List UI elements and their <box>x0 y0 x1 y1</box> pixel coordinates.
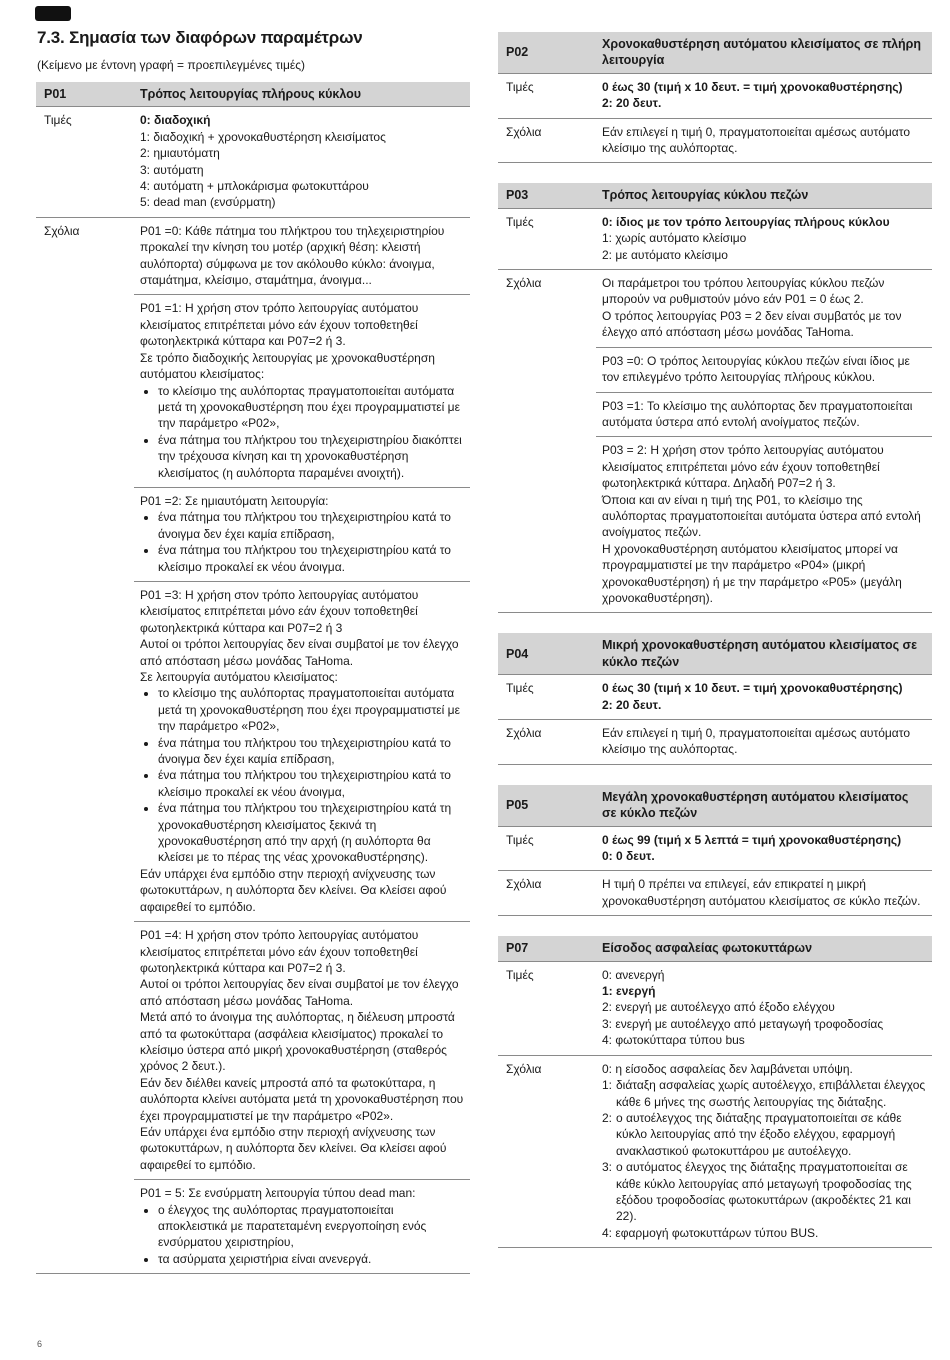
bullet-item: • το κλείσιμο της αυλόπορτας πραγματοποιείται αυτόματα μετά τη χρονοκαθυστέρηση που έχει προγραμματιστεί με την παράμετρο «P02», <box>158 685 464 734</box>
note-p03-0: P03 =0: Ο τρόπος λειτουργίας κύκλου πεζών είναι ίδιος με τον επιλεγμένο τρόπο λειτουργίας πλήρους κύκλου. <box>596 347 932 392</box>
bullet-item: • τα ασύρματα χειριστήρια είναι ανενεργά. <box>158 1251 464 1267</box>
values-row <box>498 209 932 270</box>
values-row <box>498 675 932 720</box>
param-code: P01 <box>44 87 67 101</box>
section-subtitle: (Κείμενο με έντονη γραφή = προεπιλεγμένες τιμές) <box>37 58 305 72</box>
note-number: 3: <box>602 1160 613 1175</box>
param-title: Μεγάλη χρονοκαθυστέρηση αυτόματου κλεισίματος σε κύκλο πεζών <box>602 789 909 821</box>
note-number: 1: <box>602 1078 613 1093</box>
notes-label: Σχόλια <box>506 726 542 740</box>
note-number: 2: <box>602 1110 613 1125</box>
bullet-item: • ένα πάτημα του πλήκτρου του τηλεχειριστηρίου διακόπτει την τρέχουσα κίνηση και τη χρονοκαθυστέρηση κλεισίματος (η αυλόπορτα παραμένει ανοιχτή). <box>158 432 464 481</box>
note-p01-4: P01 =4: Η χρήση στον τρόπο λειτουργίας αυτόματου κλεισίματος επιτρέπεται μόνο εάν έχουν τοποθετηθεί φωτοηλεκτρικά κύτταρα και P07=2 ή 3. Αυτοί οι τρόποι λειτουργίας δεν είναι συμβατοί με τον έλεγχο από απόσταση μέσω μονάδας TaHoma. Μετά από το άνοιγμα της αυλόπορτας, η διέλευση μπροστά από τα φωτοκύτταρα (ασφάλεια κλεισίματος) προκαλεί το κλείσιμο ύστερα από μικρή χρονοκαθυστέρηση (σταθερός χρόνος 2 δευτ.). Εάν δεν διέλθει κανείς μπροστά από τα φωτοκύτταρα, η αυλόπορτα κλείνει αυτόματα μετά τη χρονοκαθυστέρηση που έχει προγραμματιστεί με την παράμετρο «P02». Εάν υπάρχει ένα εμπόδιο στην περιοχή ανίχνευσης των φωτοκυττάρων, η αυλόπορτα δεν κλείνει. Θα κλείσει αφού αφαιρεθεί το εμπόδιο. <box>134 921 470 1179</box>
parameter-table-p03 <box>498 183 932 613</box>
value-option: 0: ανενεργή <box>602 967 665 982</box>
notes-row <box>498 871 932 916</box>
values-label: Τιμές <box>506 681 534 696</box>
bullet-item: • ένα πάτημα του πλήκτρου του τηλεχειριστηρίου κατά το άνοιγμα δεν έχει καμία επίδραση, <box>158 735 464 768</box>
values-range: 0 έως 30 (τιμή x 10 δευτ. = τιμή χρονοκαθυστέρησης) <box>602 79 903 94</box>
value-option: 4: φωτοκύτταρα τύπου bus <box>602 1033 745 1048</box>
notes-row <box>498 270 932 613</box>
values-row <box>498 74 932 119</box>
chapter-tab-marker <box>35 6 71 21</box>
note-text: Η τιμή 0 πρέπει να επιλεγεί, εάν επικρατεί η μικρή χρονοκαθυστέρηση αυτόματου κλεισίματος σε κύκλο πεζών. <box>602 877 921 908</box>
note-p01-5 <box>134 1179 470 1273</box>
note-p03-1: P03 =1: Το κλείσιμο της αυλόπορτας δεν πραγματοποιείται αυτόματα ύστερα από εντολή ανοίγματος πεζών. <box>596 392 932 437</box>
param-code: P05 <box>506 798 529 813</box>
values-list <box>596 209 932 269</box>
value-option: 3: αυτόματη <box>140 162 204 177</box>
numbered-note <box>602 1110 926 1159</box>
values-list <box>134 107 470 216</box>
default-value: 2: 20 δευτ. <box>602 96 662 111</box>
parameter-table-p05 <box>498 785 932 916</box>
table-header <box>498 183 932 208</box>
notes-label: Σχόλια <box>506 276 542 291</box>
values-label: Τιμές <box>44 113 72 128</box>
notes-row <box>498 720 932 765</box>
values-row <box>498 827 932 872</box>
note-item: 0: η είσοδος ασφαλείας δεν λαμβάνεται υπόψη. <box>602 1061 853 1076</box>
parameter-table-p04 <box>498 633 932 764</box>
notes-row <box>498 1056 932 1248</box>
values-label: Τιμές <box>506 79 534 94</box>
param-code: P03 <box>506 188 529 203</box>
parameter-table-p01 <box>36 82 470 1274</box>
parameter-table-p07 <box>498 936 932 1248</box>
bullet-item: • ένα πάτημα του πλήκτρου του τηλεχειριστηρίου κατά τη χρονοκαθυστέρηση κλεισίματος ξεκινά τη χρονοκαθυστέρηση από την αρχή (η αυλόπορτα θα κλείσει με το πέρας της νέας χρονοκαθυστέρησης). <box>158 800 464 866</box>
values-list <box>596 962 932 1055</box>
notes-label: Σχόλια <box>506 124 542 139</box>
param-title: Μικρή χρονοκαθυστέρηση αυτόματου κλεισίματος σε κύκλο πεζών <box>602 638 918 669</box>
value-option: 3: ενεργή με αυτοέλεγχο από μεταγωγή τροφοδοσίας <box>602 1016 884 1031</box>
default-value: 0: 0 δευτ. <box>602 849 655 864</box>
bullet-item: • ένα πάτημα του πλήκτρου του τηλεχειριστηρίου κατά το κλείσιμο προκαλεί εκ νέου άνοιγμα. <box>158 542 464 575</box>
note-p03-intro: Οι παράμετροι του τρόπου λειτουργίας κύκλου πεζών μπορούν να ρυθμιστούν μόνο εάν P01 = 0 έως 2. Ο τρόπος λειτουργίας P03 = 2 δεν είναι συμβατός με τον έλεγχο από απόσταση μέσω μονάδας TaHoma. <box>602 276 902 340</box>
note-text: Εάν υπάρχει ένα εμπόδιο στην περιοχή ανίχνευσης των φωτοκυττάρων, η αυλόπορτα δεν κλείνει. Θα κλείσει αφού αφαιρεθεί το εμπόδιο. <box>140 866 447 914</box>
value-option: 1: διαδοχική + χρονοκαθυστέρηση κλεισίματος <box>140 129 386 144</box>
note-p01-3 <box>134 581 470 921</box>
note-p03-2: P03 = 2: Η χρήση στον τρόπο λειτουργίας αυτόματου κλεισίματος επιτρέπεται μόνο εάν έχουν τοποθετηθεί φωτοηλεκτρικά κύτταρα. Δηλαδή P07=2 ή 3. Όποια και αν είναι η τιμή της P01, το κλείσιμο της αυλόπορτας πραγματοποιείται αυτόματα ύστερα από εντολή ανοίγματος πεζών. Η χρονοκαθυστέρηση αυτόματου κλεισίματος μπορεί να προγραμματιστεί με την παράμετρο «P04» (μικρή χρονοκαθυστέρηση) ή με την παράμετρο «P05» (μεγάλη χρονοκαθυστέρηση). <box>596 436 932 612</box>
default-value: 2: 20 δευτ. <box>602 697 662 712</box>
numbered-note <box>602 1159 926 1225</box>
values-range: 0 έως 99 (τιμή x 5 λεπτά = τιμή χρονοκαθυστέρησης) <box>602 832 902 847</box>
bullet-item: • το κλείσιμο της αυλόπορτας πραγματοποιείται αυτόματα μετά τη χρονοκαθυστέρηση που έχει προγραμματιστεί με την παράμετρο «P02», <box>158 383 464 432</box>
right-column <box>498 32 932 1248</box>
values-row <box>498 962 932 1056</box>
note-item: ο αυτοέλεγχος της διάταξης πραγματοποιείται σε κάθε κύκλο λειτουργίας από την έξοδο ελέγχου, εφαρμογή ανακλαστικού φωτοκυττάρου με αυτοέλεγχο. <box>616 1110 902 1158</box>
values-row <box>36 107 470 217</box>
notes-label: Σχόλια <box>506 877 542 892</box>
notes-label: Σχόλια <box>506 1061 542 1076</box>
values-label: Τιμές <box>506 214 534 229</box>
value-option: 2: ενεργή με αυτοέλεγχο από έξοδο ελέγχου <box>602 1000 835 1015</box>
note-item: ο αυτόματος έλεγχος της διάταξης πραγματοποιείται σε κάθε κύκλο λειτουργίας από μεταγωγή τροφοδοσίας της εξόδου τροφοδοσίας φωτοκυττάρων (ακροδέκτες 21 και 22). <box>616 1160 912 1224</box>
value-option: 1: ενεργή <box>602 984 656 999</box>
note-p01-0: P01 =0: Κάθε πάτημα του πλήκτρου του τηλεχειριστηρίου προκαλεί την κίνηση του μοτέρ (αρχική θέση: κλειστή αυλόπορτα) σύμφωνα με τον ακόλουθο κύκλο: άνοιγμα, σταμάτημα, κλείσιμο, σταμάτημα, άνοιγμα... <box>140 223 445 288</box>
note-text: P01 =2: Σε ημιαυτόματη λειτουργία: <box>140 493 329 508</box>
note-item: διάταξη ασφαλείας χωρίς αυτοέλεγχο, επιβάλλεται έλεγχος κάθε 6 μήνες της σωστής λειτουργίας της διάταξης. <box>616 1078 926 1109</box>
numbered-note <box>602 1077 926 1110</box>
notes-row <box>498 119 932 164</box>
bullet-item: • ο έλεγχος της αυλόπορτας πραγματοποιείται αποκλειστικά με παρατεταμένη ενεργοποίηση ενός ενσύρματου χειριστηρίου, <box>158 1202 464 1251</box>
note-text: P01 =3: Η χρήση στον τρόπο λειτουργίας αυτόματου κλεισίματος επιτρέπεται μόνο εάν έχουν τοποθετηθεί φωτοηλεκτρικά κύτταρα και P07=2 ή 3 Αυτοί οι τρόποι λειτουργίας δεν είναι συμβατοί με τον έλεγχο από απόσταση μέσω μονάδας TaHoma. Σε λειτουργία αυτόματου κλεισίματος: <box>140 587 459 684</box>
note-p01-1 <box>134 294 470 486</box>
value-option: 4: αυτόματη + μπλοκάρισμα φωτοκυττάρου <box>140 179 369 194</box>
bullet-item: • ένα πάτημα του πλήκτρου του τηλεχειριστηρίου κατά το άνοιγμα δεν έχει καμία επίδραση, <box>158 509 464 542</box>
section-title: 7.3. Σημασία των διαφόρων παραμέτρων <box>37 28 363 47</box>
values-label: Τιμές <box>506 967 534 982</box>
note-text: P01 =1: Η χρήση στον τρόπο λειτουργίας αυτόματου κλεισίματος επιτρέπεται μόνο εάν έχουν τοποθετηθεί φωτοηλεκτρικά κύτταρα και P07=2 ή 3. Σε τρόπο διαδοχικής λειτουργίας με χρονοκαθυστέρηση αυτόματου κλεισίματος: <box>140 301 435 382</box>
parameter-table-p02 <box>498 32 932 163</box>
param-title: Τρόπος λειτουργίας πλήρους κύκλου <box>140 87 362 101</box>
param-code: P07 <box>506 941 529 956</box>
note-text: Εάν επιλεγεί η τιμή 0, πραγματοποιείται αμέσως αυτόματο κλείσιμο της αυλόπορτας. <box>602 124 910 156</box>
table-header <box>498 633 932 675</box>
table-header <box>498 785 932 827</box>
values-range: 0 έως 30 (τιμή x 10 δευτ. = τιμή χρονοκαθυστέρησης) <box>602 681 903 696</box>
value-option: 2: με αυτόματο κλείσιμο <box>602 247 728 262</box>
value-option: 5: dead man (ενσύρματη) <box>140 195 276 210</box>
notes-row <box>36 218 470 1274</box>
note-text: Εάν επιλεγεί η τιμή 0, πραγματοποιείται αμέσως αυτόματο κλείσιμο της αυλόπορτας. <box>602 726 910 757</box>
value-option: 1: χωρίς αυτόματο κλείσιμο <box>602 231 747 246</box>
bullet-item: • ένα πάτημα του πλήκτρου του τηλεχειριστηρίου κατά το κλείσιμο προκαλεί εκ νέου άνοιγμα, <box>158 767 464 800</box>
param-title: Τρόπος λειτουργίας κύκλου πεζών <box>602 188 809 203</box>
table-header <box>498 936 932 961</box>
param-title: Χρονοκαθυστέρηση αυτόματου κλεισίματος σε πλήρη λειτουργία <box>602 37 922 68</box>
notes-label: Σχόλια <box>44 223 80 238</box>
table-header <box>36 82 470 107</box>
note-item: 4: εφαρμογή φωτοκυττάρων τύπου BUS. <box>602 1225 819 1240</box>
value-option: 2: ημιαυτόματη <box>140 146 220 161</box>
values-label: Τιμές <box>506 832 534 847</box>
note-text: P01 = 5: Σε ενσύρματη λειτουργία τύπου dead man: <box>140 1186 416 1201</box>
value-option: 0: διαδοχική <box>140 113 211 128</box>
param-code: P02 <box>506 45 529 60</box>
table-header <box>498 32 932 74</box>
note-p01-2 <box>134 487 470 581</box>
param-title: Είσοδος ασφαλείας φωτοκυττάρων <box>602 941 813 956</box>
page-number: 6 <box>37 1339 43 1349</box>
value-option: 0: ίδιος με τον τρόπο λειτουργίας πλήρους κύκλου <box>602 214 890 229</box>
param-code: P04 <box>506 646 529 661</box>
